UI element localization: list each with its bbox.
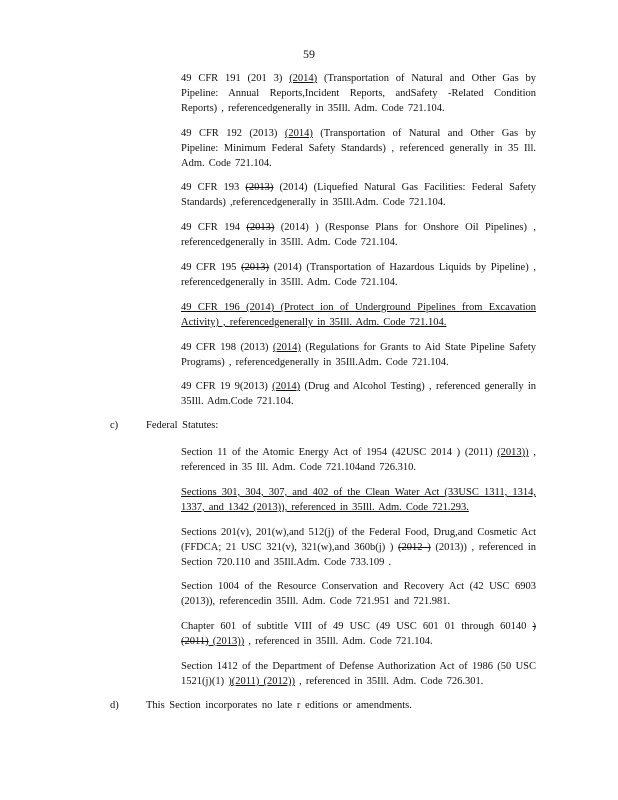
- rcra-entry: [181, 579, 536, 609]
- citation-text: 49 CFR 192 (2013): [181, 128, 285, 139]
- inserted-text: (2014): [284, 128, 313, 139]
- deleted-text: (2012 ): [398, 542, 431, 553]
- citation-text: (2014) ) (Response Plans for Onshore Oil Pipelines) , referencedgenerally in 35Ill. Adm. Code 721.104.: [181, 222, 536, 248]
- inserted-text: (2014): [289, 73, 318, 84]
- deleted-text: (2013): [241, 262, 270, 273]
- inserted-text: (2014) (Liquefied Natural Gas Facilities: Federal Safety Standards) ,referencedgenerally in 35Ill.Adm. Code 721.104.: [181, 182, 536, 208]
- citation-text: Sections 201(v), 201(w),and 512(j) of the Federal Food, Drug,and Cosmetic Act (FFDCA; 21 USC 321(v), 321(w),and 360b(j) ): [181, 527, 536, 553]
- section-c-title: Federal Statutes:: [146, 420, 219, 431]
- citation-text: (2013)) , referenced in Section 720.110 and 35Ill.Adm. Code 733.109 .: [181, 542, 536, 568]
- citation-text: 49 CFR 191 (201 3): [181, 73, 290, 84]
- inserted-text: (2014): [272, 381, 301, 392]
- citation-text: Section 1412 of the Department of Defense Authorization Act of 1986 (50 USC 1521(j)(1): [181, 661, 536, 687]
- citation-text: Chapter 601 of subtitle VIII of 49 USC (49 USC 601 01 through 60140: [181, 621, 533, 632]
- inserted-text: (2012)): [259, 676, 296, 687]
- ffdca-entry: [181, 525, 536, 570]
- inserted-text: )(2011): [228, 676, 260, 687]
- page-number: 59: [303, 47, 315, 61]
- cfr-194-entry: [181, 220, 536, 250]
- citation-text: (Drug and Alcohol Testing) , referenced generally in 35Ill. Adm.Code 721.104.: [181, 381, 537, 407]
- cfr-193-entry: [181, 180, 536, 210]
- cfr-199-entry: [181, 379, 536, 409]
- citation-text: (Regulations for Grants to Aid State Pipeline Safety Programs) , referencedgenerally in 35Ill.Adm. Code 721.104.: [181, 342, 536, 368]
- citation-text: 49 CFR 198 (2013): [181, 342, 273, 353]
- section-d-label: d): [110, 700, 119, 711]
- deleted-text: (2013): [246, 222, 275, 233]
- pipeline-chapter-entry: [181, 619, 536, 649]
- cfr-195-entry: [181, 260, 536, 290]
- inserted-text: Sections 301, 304, 307, and 402 of the Clean Water Act (33USC 1311, 1314, 1337, and 1342 (2013)), referenced in 35Ill. Adm. Code 721.293.: [181, 487, 536, 513]
- citation-text: (Transportation of Natural and Other Gas by Pipeline: Minimum Federal Safety Standards) , referenced generally in 35 Ill. Adm. Code 721.104.: [181, 128, 537, 169]
- citation-text: 49 CFR 195: [181, 262, 242, 273]
- deleted-text: ): [532, 621, 536, 632]
- clean-water-act-entry: [181, 485, 536, 515]
- inserted-text: (2014): [272, 342, 301, 353]
- inserted-text: (2013)): [208, 636, 245, 647]
- deleted-text: (2013): [245, 182, 274, 193]
- citation-text: 49 CFR 194: [181, 222, 247, 233]
- deleted-text: (2011): [181, 636, 209, 647]
- cfr-198-entry: [181, 340, 536, 370]
- citation-text: , referenced in 35 Ill. Adm. Code 721.104and 726.310.: [181, 447, 537, 473]
- cfr-191-entry: [181, 71, 536, 116]
- citation-text: 49 CFR 193: [181, 182, 246, 193]
- section-c-label: c): [110, 420, 119, 431]
- cfr-196-entry: [181, 300, 536, 330]
- atomic-energy-act-entry: [181, 445, 536, 475]
- citation-text: (2014) (Transportation of Hazardous Liquids by Pipeline) , referencedgenerally in 35Ill. Adm. Code 721.104.: [181, 262, 536, 288]
- section-d-text: This Section incorporates no late r editions or amendments.: [146, 700, 412, 711]
- cfr-192-entry: [181, 126, 536, 171]
- citation-text: 49 CFR 19 9(2013): [181, 381, 273, 392]
- citation-text: Section 11 of the Atomic Energy Act of 1954 (42USC 2014 ) (2011): [181, 447, 493, 458]
- citation-text: , referenced in 35Ill. Adm. Code 721.104.: [244, 636, 433, 647]
- citation-text: , referenced in 35Ill. Adm. Code 726.301.: [295, 676, 484, 687]
- citation-text: (Transportation of Natural and Other Gas by Pipeline: Annual Reports,Incident Reports, andSafety -Related Condition Reports) , referencedgenerally in 35Ill. Adm. Code 721.104.: [181, 73, 536, 114]
- inserted-text: 49 CFR 196 (2014) (Protect ion of Underground Pipelines from Excavation Activity) , referencedgenerally in 35Ill. Adm. Code 721.104.: [181, 302, 536, 328]
- inserted-text: (2013)): [497, 447, 529, 458]
- citation-text: Section 1004 of the Resource Conservation and Recovery Act (42 USC 6903 (2013)), referencedin 35Ill. Adm. Code 721.951 and 721.981.: [181, 581, 536, 607]
- defense-authorization-entry: [181, 659, 536, 689]
